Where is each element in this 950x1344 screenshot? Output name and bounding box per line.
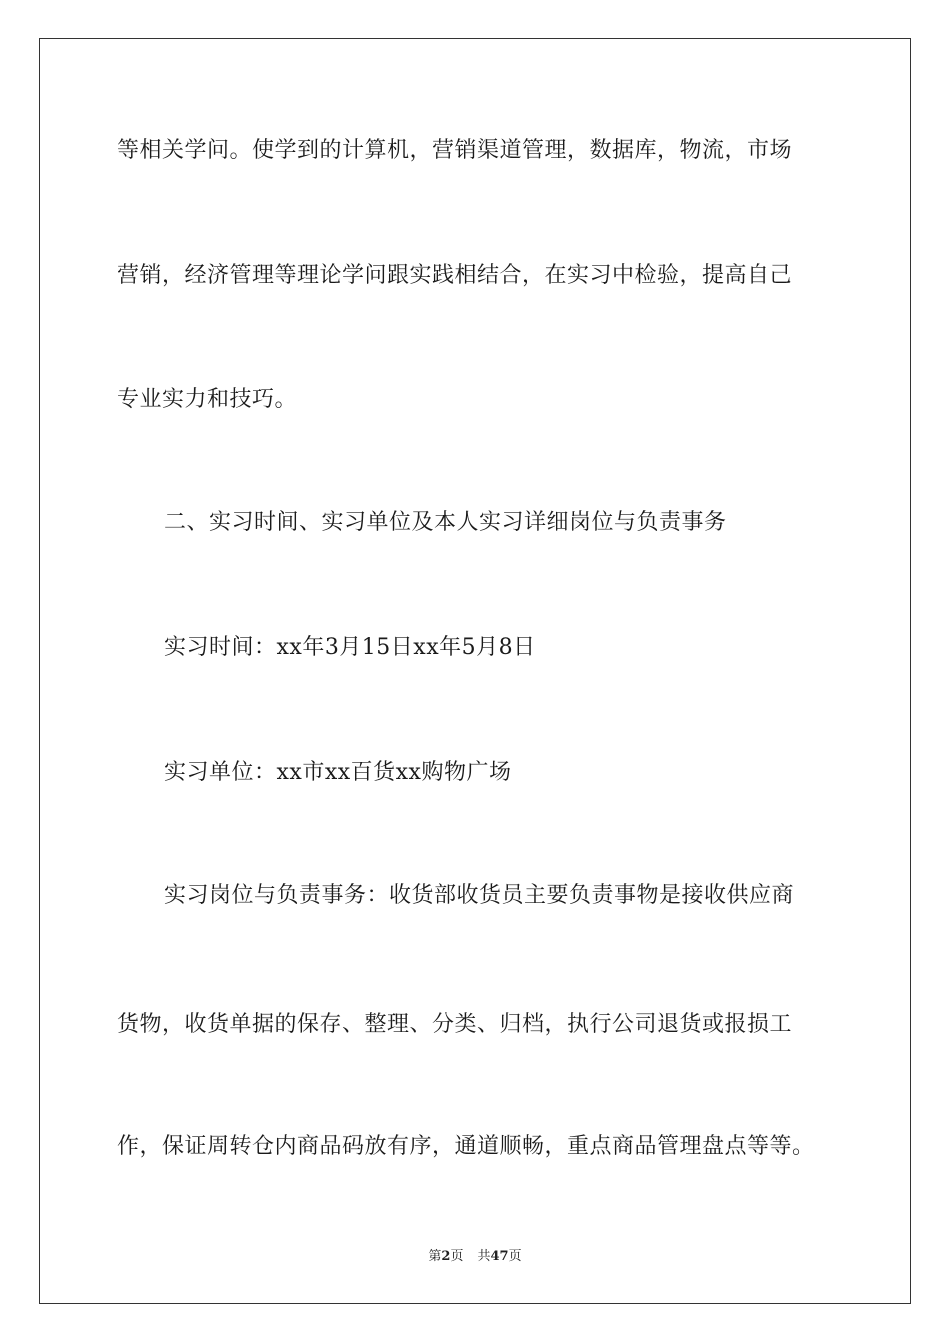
page-footer	[0, 1248, 950, 1266]
body-text-line: 实习岗位与负责事务：收货部收货员主要负责事物是接收供应商	[164, 883, 795, 908]
total-pages: 47	[490, 1249, 509, 1264]
total-suffix: 页	[508, 1249, 522, 1264]
internship-time: 实习时间：xx年3月15日xx年5月8日	[164, 635, 536, 660]
page-suffix: 页	[450, 1249, 464, 1264]
body-text-line: 专业实力和技巧。	[117, 387, 298, 412]
body-text-line: 营销，经济管理等理论学问跟实践相结合，在实习中检验，提高自己	[117, 263, 793, 288]
page-border	[39, 38, 911, 1304]
section-heading: 二、实习时间、实习单位及本人实习详细岗位与负责事务	[164, 510, 727, 535]
internship-unit: 实习单位：xx市xx百货xx购物广场	[164, 760, 512, 785]
body-text-line: 货物，收货单据的保存、整理、分类、归档，执行公司退货或报损工	[117, 1012, 793, 1037]
body-text-line: 作，保证周转仓内商品码放有序，通道顺畅，重点商品管理盘点等等。	[117, 1134, 815, 1159]
page-prefix: 第	[428, 1249, 442, 1264]
page-number: 2	[441, 1249, 451, 1264]
body-text-line: 等相关学问。使学到的计算机，营销渠道管理，数据库，物流，市场	[117, 138, 793, 163]
total-prefix: 共	[477, 1249, 491, 1264]
